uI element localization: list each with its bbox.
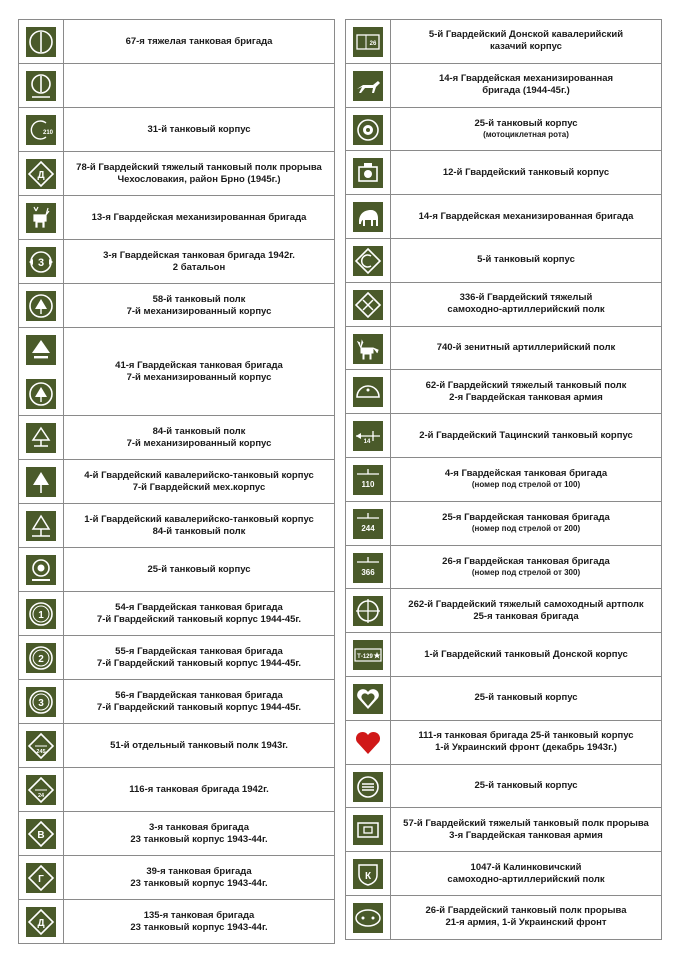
- deer-icon: [26, 203, 56, 233]
- list-item: [19, 64, 334, 108]
- label-line: 262-й Гвардейский тяжелый самоходный артполк: [408, 598, 644, 610]
- list-item: [19, 108, 334, 152]
- label-cell: [64, 768, 334, 811]
- label-line: 51-й отдельный танковый полк 1943г.: [110, 739, 288, 751]
- icon-cell: [19, 284, 64, 327]
- icon-cell: [19, 416, 64, 459]
- label-cell: [391, 327, 661, 370]
- circle-3-icon: [26, 687, 56, 717]
- icon-cell: [346, 414, 391, 457]
- label-line: 14-я Гвардейская механизированная: [438, 73, 614, 85]
- label-cell: [64, 64, 334, 107]
- label-line: 26-й Гвардейский танковый полк прорыва: [425, 905, 627, 917]
- label-line: 7-й Гвардейский танковый корпус 1944-45г.: [96, 613, 302, 625]
- label-cell: [64, 548, 334, 591]
- label-line: Чехословакия, район Брно (1945г.): [117, 173, 281, 185]
- running-dog-icon: [353, 71, 383, 101]
- label-line: 12-й Гвардейский танковый корпус: [442, 166, 610, 178]
- heart-icon: [353, 684, 383, 714]
- tree-outline-icon: [26, 423, 56, 453]
- label-cell: [391, 151, 661, 194]
- svg-text:366: 366: [361, 567, 375, 577]
- diamond-v-icon: [26, 819, 56, 849]
- label-line: казачий корпус: [490, 41, 562, 53]
- circle-bar-underline-icon: [26, 71, 56, 101]
- icon-cell: [19, 900, 64, 943]
- oval-icon: [353, 903, 383, 933]
- svg-text:24: 24: [37, 793, 45, 799]
- label-cell: [391, 765, 661, 808]
- icon-cell: [346, 239, 391, 282]
- label-line: (мотоциклетная рота): [483, 129, 569, 139]
- label-line: 3-я танковая бригада: [149, 821, 249, 833]
- arrow-14-icon: [353, 421, 383, 451]
- label-cell: [391, 458, 661, 501]
- label-cell: [64, 416, 334, 459]
- icon-cell: [19, 460, 64, 503]
- arrow-244-icon: [353, 509, 383, 539]
- label-cell: [64, 108, 334, 151]
- svg-text:244: 244: [361, 523, 375, 533]
- label-line: 78-й Гвардейский тяжелый танковый полк прорыва: [76, 161, 322, 173]
- svg-text:2: 2: [38, 654, 44, 665]
- label-cell: [64, 196, 334, 239]
- label-line: самоходно-артиллерийский полк: [447, 304, 605, 316]
- square-camera-icon: [353, 158, 383, 188]
- icon-cell: [346, 370, 391, 413]
- list-item: [346, 589, 661, 633]
- label-cell: [64, 680, 334, 723]
- label-line: (номер под стрелой от 300): [471, 567, 581, 577]
- label-cell: [391, 721, 661, 764]
- label-cell: [391, 808, 661, 851]
- label-line: 7-й механизированный корпус: [126, 305, 272, 317]
- list-item: [19, 856, 334, 900]
- label-line: 2-й Гвардейский Тацинский танковый корпус: [419, 429, 633, 441]
- icon-cell: [19, 592, 64, 635]
- list-item: [19, 724, 334, 768]
- list-item: [346, 327, 661, 371]
- icon-cell: [19, 20, 64, 63]
- list-item: [19, 328, 334, 416]
- label-line: 21-я армия, 1-й Украинский фронт: [445, 917, 607, 929]
- label-cell: [64, 328, 334, 415]
- list-item: [19, 20, 334, 64]
- list-item: [19, 152, 334, 196]
- label-line: 58-й танковый полк: [152, 293, 246, 305]
- list-item: [346, 64, 661, 108]
- label-line: 26-я Гвардейская танковая бригада: [442, 555, 610, 567]
- list-item: [19, 900, 334, 944]
- label-cell: [391, 370, 661, 413]
- arrow-110-icon: [353, 465, 383, 495]
- label-cell: [64, 284, 334, 327]
- icon-cell: [19, 196, 64, 239]
- circle-tree-icon: [26, 379, 56, 409]
- icon-cell: [19, 328, 64, 415]
- label-line: 23 танковый корпус 1943-44г.: [130, 921, 268, 933]
- icon-cell: [19, 856, 64, 899]
- label-cell: [64, 460, 334, 503]
- diamond-d2-icon: [26, 907, 56, 937]
- icon-cell: [346, 283, 391, 326]
- list-item: [346, 808, 661, 852]
- elephant-icon: [353, 202, 383, 232]
- icon-cell: [19, 636, 64, 679]
- icon-cell: [346, 677, 391, 720]
- svg-text:3: 3: [37, 257, 45, 269]
- svg-text:Д: Д: [37, 918, 45, 929]
- label-line: 7-й механизированный корпус: [126, 437, 272, 449]
- label-line: 62-й Гвардейский тяжелый танковый полк: [425, 379, 627, 391]
- list-item: [346, 852, 661, 896]
- diamond-245-icon: [26, 731, 56, 761]
- svg-text:3: 3: [38, 698, 44, 709]
- list-item: [19, 768, 334, 812]
- icon-cell: [19, 680, 64, 723]
- label-line: 1047-й Калинковичский: [470, 861, 582, 873]
- list-item: [19, 636, 334, 680]
- icon-cell: [19, 240, 64, 283]
- list-item: [346, 414, 661, 458]
- label-line: 56-я Гвардейская танковая бригада: [115, 689, 283, 701]
- label-cell: [391, 633, 661, 676]
- label-line: 4-й Гвардейский кавалерийско-танковый корпус: [84, 469, 314, 481]
- label-cell: [64, 504, 334, 547]
- label-line: 1-й Гвардейский танковый Донской корпус: [424, 648, 628, 660]
- label-line: 13-я Гвардейская механизированная бригада: [91, 211, 307, 223]
- icon-cell: [346, 108, 391, 151]
- label-cell: [64, 636, 334, 679]
- label-line: 14-я Гвардейская механизированная бригада: [418, 210, 634, 222]
- label-line: 25-й танковый корпус: [147, 563, 251, 575]
- icon-cell: [346, 721, 391, 764]
- list-item: [346, 151, 661, 195]
- svg-text:К: К: [364, 871, 372, 883]
- icon-cell: [19, 64, 64, 107]
- label-cell: [391, 239, 661, 282]
- label-line: 7-й Гвардейский танковый корпус 1944-45г.: [96, 701, 302, 713]
- label-line: 116-я танковая бригада 1942г.: [129, 783, 269, 795]
- label-line: 23 танковый корпус 1943-44г.: [130, 877, 268, 889]
- list-item: [19, 284, 334, 328]
- list-item: [19, 812, 334, 856]
- tree-icon: [26, 335, 56, 365]
- label-line: 2-я Гвардейская танковая армия: [449, 391, 603, 403]
- list-item: [346, 546, 661, 590]
- list-item: [346, 20, 661, 64]
- icon-cell: [346, 195, 391, 238]
- label-line: самоходно-артиллерийский полк: [447, 873, 605, 885]
- label-line: 4-я Гвардейская танковая бригада: [444, 468, 608, 480]
- circle-lines-icon: [353, 772, 383, 802]
- label-line: 740-й зенитный артиллерийский полк: [436, 341, 616, 353]
- label-line: 25-я танковая бригада: [473, 610, 579, 622]
- circle-210-icon: [26, 115, 56, 145]
- arrow-366-icon: [353, 553, 383, 583]
- left-column: [18, 19, 335, 944]
- svg-text:Г: Г: [38, 874, 44, 885]
- label-line: 3-я Гвардейская танковая бригада 1942г.: [103, 249, 295, 261]
- list-item: [346, 283, 661, 327]
- circle-1-icon: [26, 599, 56, 629]
- list-item: [346, 633, 661, 677]
- list-item: [19, 504, 334, 548]
- svg-text:210: 210: [42, 130, 54, 136]
- icon-cell: [346, 64, 391, 107]
- label-line: 2 батальон: [172, 261, 226, 273]
- svg-text:В: В: [37, 830, 45, 841]
- label-cell: [64, 856, 334, 899]
- label-line: 135-я танковая бригада: [143, 909, 255, 921]
- label-cell: [64, 240, 334, 283]
- label-line: (номер под стрелой от 200): [471, 524, 581, 534]
- list-item: [346, 677, 661, 721]
- right-column: [345, 19, 662, 940]
- label-cell: [391, 195, 661, 238]
- label-cell: [64, 20, 334, 63]
- label-line: 336-й Гвардейский тяжелый: [459, 292, 593, 304]
- label-cell: [391, 414, 661, 457]
- icon-cell: [346, 546, 391, 589]
- label-cell: [391, 64, 661, 107]
- label-line: 25-й танковый корпус: [474, 117, 578, 129]
- label-line: 1-й Украинский фронт (декабрь 1943г.): [435, 742, 617, 754]
- list-item: [19, 416, 334, 460]
- label-line: 5-й Гвардейский Донской кавалерийский: [428, 29, 624, 41]
- list-item: [346, 458, 661, 502]
- label-line: 7-й Гвардейский танковый корпус 1944-45г.: [96, 657, 302, 669]
- icon-cell: [346, 808, 391, 851]
- label-cell: [391, 896, 661, 939]
- label-line: 25-й танковый корпус: [474, 692, 578, 704]
- diamond-g-icon: [26, 863, 56, 893]
- icon-cell: [346, 765, 391, 808]
- icon-cell: [19, 768, 64, 811]
- label-cell: [64, 152, 334, 195]
- label-line: 55-я Гвардейская танковая бригада: [115, 645, 283, 657]
- label-line: 5-й танковый корпус: [477, 254, 575, 266]
- list-item: [19, 548, 334, 592]
- icon-cell: [346, 589, 391, 632]
- circle-wheel-icon: [353, 115, 383, 145]
- t129-star-icon: [353, 640, 383, 670]
- icon-cell: [19, 152, 64, 195]
- label-cell: [391, 677, 661, 720]
- tree-square-icon: [26, 467, 56, 497]
- list-item: [346, 721, 661, 765]
- label-cell: [391, 108, 661, 151]
- label-line: 41-я Гвардейская танковая бригада: [115, 359, 283, 371]
- icon-cell: [346, 20, 391, 63]
- diamond-d-icon: [26, 159, 56, 189]
- half-circle-icon: [353, 377, 383, 407]
- label-line: 57-й Гвардейский тяжелый танковый полк прорыва: [403, 817, 649, 829]
- list-item: [346, 765, 661, 809]
- label-line: 67-я тяжелая танковая бригада: [125, 35, 273, 47]
- list-item: [19, 196, 334, 240]
- icon-cell: [19, 504, 64, 547]
- svg-text:26: 26: [369, 41, 377, 47]
- label-cell: [64, 592, 334, 635]
- label-cell: [391, 502, 661, 545]
- list-item: [346, 370, 661, 414]
- label-cell: [64, 812, 334, 855]
- label-line: 7-й механизированный корпус: [126, 371, 272, 383]
- label-line: 25-я Гвардейская танковая бригада: [442, 512, 610, 524]
- svg-text:Т-129: Т-129: [357, 654, 373, 661]
- label-line: 39-я танковая бригада: [146, 865, 252, 877]
- icon-cell: [346, 502, 391, 545]
- diamond-x-icon: [353, 290, 383, 320]
- square-box-icon: [353, 815, 383, 845]
- list-item: [19, 680, 334, 724]
- label-line: бригада (1944-45г.): [482, 85, 570, 97]
- label-line: 7-й Гвардейский мех.корпус: [132, 481, 266, 493]
- circle-3-arrows-icon: [26, 247, 56, 277]
- icon-cell: [19, 724, 64, 767]
- list-item: [19, 592, 334, 636]
- circle-vertical-bar-icon: [26, 27, 56, 57]
- label-line: 111-я танковая бригада 25-й танковый корпус: [418, 730, 634, 742]
- svg-text:110: 110: [361, 479, 375, 489]
- label-line: (номер под стрелой от 100): [471, 480, 581, 490]
- svg-text:14: 14: [363, 439, 371, 446]
- label-cell: [391, 852, 661, 895]
- icon-cell: [346, 633, 391, 676]
- list-item: [346, 502, 661, 546]
- label-cell: [391, 589, 661, 632]
- diamond-c-icon: [353, 246, 383, 276]
- list-item: [346, 195, 661, 239]
- svg-text:245: 245: [36, 749, 46, 755]
- list-item: [346, 239, 661, 283]
- circle-dot-bar-icon: [26, 555, 56, 585]
- list-item: [19, 460, 334, 504]
- icon-cell: [346, 458, 391, 501]
- icon-cell: [346, 327, 391, 370]
- moose-icon: [353, 334, 383, 364]
- label-cell: [64, 900, 334, 943]
- label-line: 84-й танковый полк: [152, 425, 246, 437]
- diamond-24-icon: [26, 775, 56, 805]
- svg-text:Д: Д: [37, 170, 45, 181]
- label-line: 84-й танковый полк: [152, 525, 246, 537]
- label-cell: [64, 724, 334, 767]
- list-item: [346, 108, 661, 152]
- icon-cell: [19, 812, 64, 855]
- label-cell: [391, 20, 661, 63]
- label-line: 1-й Гвардейский кавалерийско-танковый корпус: [84, 513, 314, 525]
- label-cell: [391, 546, 661, 589]
- icon-cell: [19, 548, 64, 591]
- svg-text:1: 1: [38, 610, 44, 621]
- label-line: 25-й танковый корпус: [474, 779, 578, 791]
- crosshair-icon: [353, 596, 383, 626]
- tree-line-icon: [26, 511, 56, 541]
- icon-cell: [346, 896, 391, 939]
- circle-2-icon: [26, 643, 56, 673]
- icon-cell: [346, 151, 391, 194]
- red-heart-icon: [353, 728, 383, 758]
- icon-cell: [19, 108, 64, 151]
- label-cell: [391, 283, 661, 326]
- label-line: 31-й танковый корпус: [147, 123, 251, 135]
- icon-cell: [346, 852, 391, 895]
- shield-k-icon: [353, 859, 383, 889]
- label-line: 3-я Гвардейская танковая армия: [449, 829, 603, 841]
- list-item: [346, 896, 661, 940]
- label-line: 23 танковый корпус 1943-44г.: [130, 833, 268, 845]
- label-line: 54-я Гвардейская танковая бригада: [115, 601, 283, 613]
- list-item: [19, 240, 334, 284]
- triangle-tree-icon: [26, 291, 56, 321]
- flag-26-icon: [353, 27, 383, 57]
